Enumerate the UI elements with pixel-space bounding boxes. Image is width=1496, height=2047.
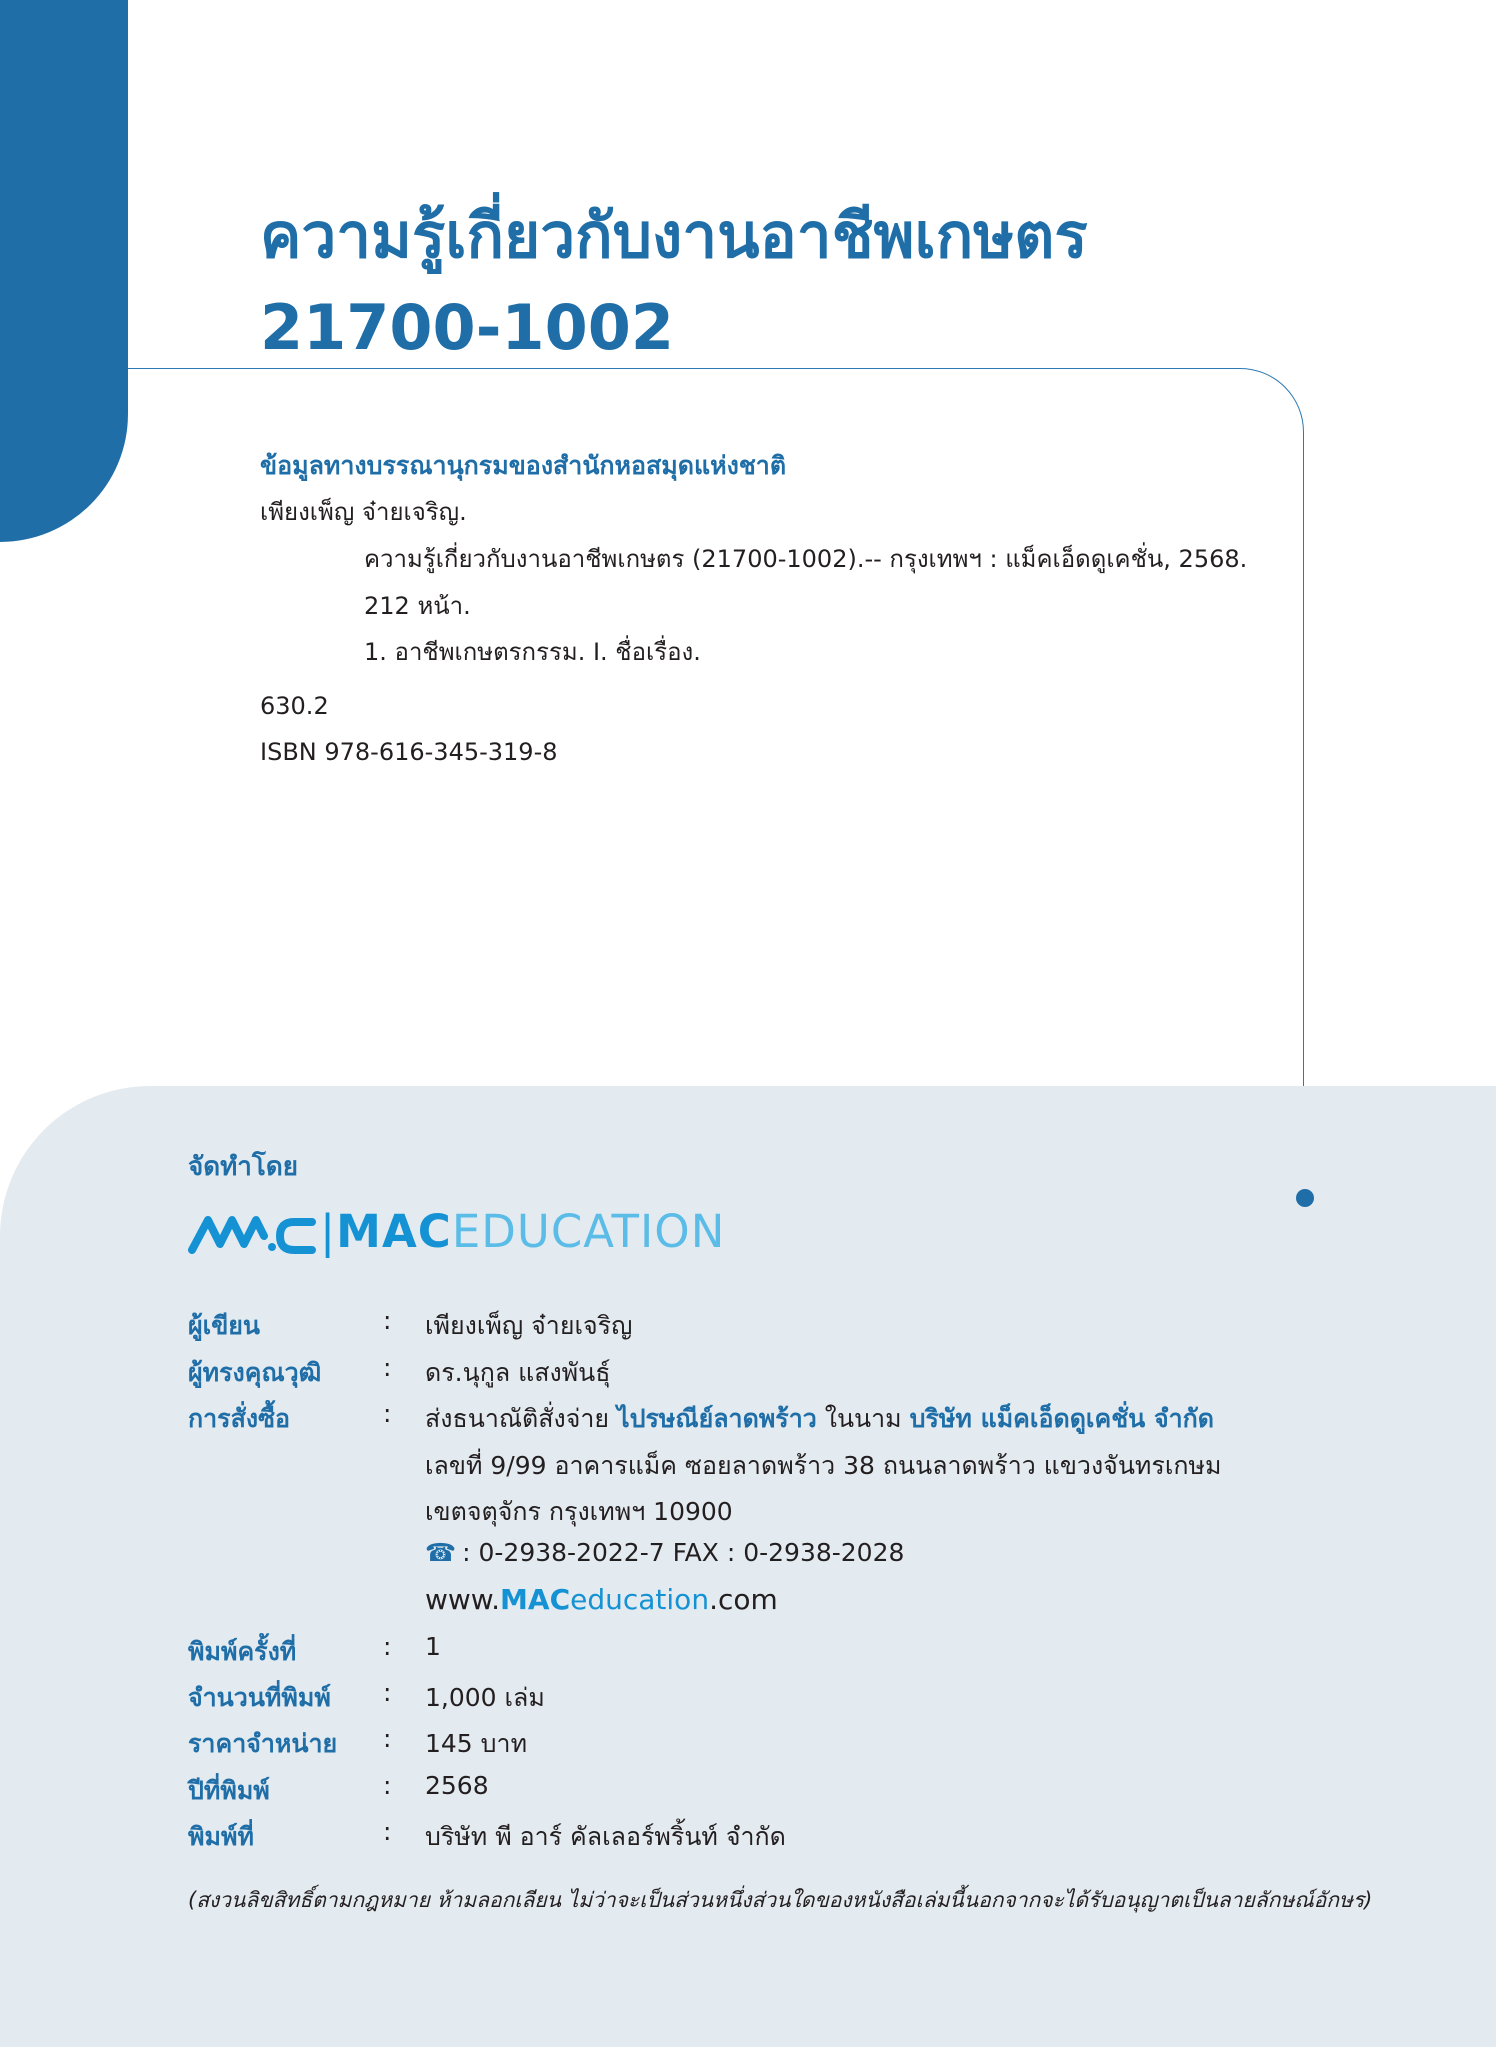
- order-line-1: [425, 1399, 1214, 1439]
- order-phone-line: [425, 1538, 904, 1567]
- reviewer-colon: :: [383, 1353, 392, 1382]
- order-line-2: เลขที่ 9/99 อาคารแม็ค ซอยลาดพร้าว 38 ถนนลาดพร้าว แขวงจันทรเกษม: [425, 1451, 1222, 1480]
- cip-author: เพียงเพ็ญ จ๋ายเจริญ.: [260, 498, 467, 526]
- order-phone: : 0-2938-2022-7 FAX : 0-2938-2028: [462, 1538, 905, 1567]
- cip-subject: 1. อาชีพเกษตรกรรม. I. ชื่อเรื่อง.: [364, 638, 701, 666]
- year-value: 2568: [425, 1771, 489, 1800]
- printer-label: พิมพ์ที่: [188, 1822, 254, 1851]
- decorative-corner-shape: [0, 0, 128, 542]
- order-colon: :: [383, 1399, 392, 1428]
- author-colon: :: [383, 1306, 392, 1335]
- website-link[interactable]: [425, 1583, 778, 1616]
- website-prefix: www.: [425, 1583, 501, 1616]
- edition-colon: :: [383, 1632, 392, 1661]
- order-company: บริษัท แม็คเอ็ดดูเคชั่น จำกัด: [909, 1404, 1215, 1433]
- logo-divider: |: [320, 1205, 337, 1258]
- mac-logo-wordmark: [320, 1207, 725, 1257]
- order-payment-text: ส่งธนาณัติสั่งจ่าย: [425, 1404, 618, 1433]
- website-brand: education: [570, 1583, 710, 1616]
- cip-entry: ความรู้เกี่ยวกับงานอาชีพเกษตร (21700-1002).-- กรุงเทพฯ : แม็คเอ็ดดูเคชั่น, 2568.: [364, 545, 1248, 573]
- year-colon: :: [383, 1771, 392, 1800]
- book-title: [260, 190, 1088, 374]
- year-label: ปีที่พิมพ์: [188, 1776, 270, 1805]
- author-value: เพียงเพ็ญ จ๋ายเจริญ: [425, 1311, 633, 1340]
- author-label: ผู้เขียน: [188, 1311, 261, 1340]
- copies-colon: :: [383, 1678, 392, 1707]
- price-label: ราคาจำหน่าย: [188, 1729, 338, 1758]
- edition-value: 1: [425, 1632, 441, 1661]
- logo-text-strong: MAC: [336, 1205, 452, 1258]
- phone-icon: ☎: [425, 1538, 457, 1567]
- price-value: 145 บาท: [425, 1729, 528, 1758]
- book-title-line1: ความรู้เกี่ยวกับงานอาชีพเกษตร: [260, 199, 1088, 272]
- copies-value: 1,000 เล่ม: [425, 1683, 545, 1712]
- order-label: การสั่งซื้อ: [188, 1404, 291, 1433]
- cip-isbn: ISBN 978-616-345-319-8: [260, 738, 558, 766]
- copyright-notice: (สงวนลิขสิทธิ์ตามกฎหมาย ห้ามลอกเลียน ไม่ว่าจะเป็นส่วนหนึ่งส่วนใดของหนังสือเล่มนี้นอกจากจะได้รับอนุญาตเป็นลายลักษณ์อักษร): [188, 1888, 1373, 1912]
- mac-logo-icon: [188, 1214, 316, 1254]
- price-colon: :: [383, 1724, 392, 1753]
- order-line-3: เขตจตุจักร กรุงเทพฯ 10900: [425, 1497, 733, 1526]
- logo-text-light: EDUCATION: [451, 1205, 726, 1258]
- copies-label: จำนวนที่พิมพ์: [188, 1683, 331, 1712]
- order-payee-text: ในนาม: [816, 1404, 910, 1433]
- made-by-label: จัดทำโดย: [188, 1152, 298, 1182]
- decorative-frame-dot: [1296, 1189, 1314, 1207]
- cip-heading: ข้อมูลทางบรรณานุกรมของสำนักหอสมุดแห่งชาติ: [260, 451, 787, 480]
- cip-pages: 212 หน้า.: [364, 592, 471, 620]
- website-suffix: .com: [709, 1583, 778, 1616]
- book-title-code: 21700-1002: [260, 291, 674, 364]
- printer-value: บริษัท พี อาร์ คัลเลอร์พริ้นท์ จำกัด: [425, 1822, 786, 1851]
- cip-class-number: 630.2: [260, 692, 329, 720]
- reviewer-value: ดร.นุกูล แสงพันธุ์: [425, 1358, 611, 1387]
- printer-colon: :: [383, 1817, 392, 1846]
- order-post-office: ไปรษณีย์ลาดพร้าว: [617, 1404, 817, 1433]
- website-brand-strong: MAC: [500, 1583, 571, 1616]
- reviewer-label: ผู้ทรงคุณวุฒิ: [188, 1358, 322, 1387]
- edition-label: พิมพ์ครั้งที่: [188, 1637, 297, 1666]
